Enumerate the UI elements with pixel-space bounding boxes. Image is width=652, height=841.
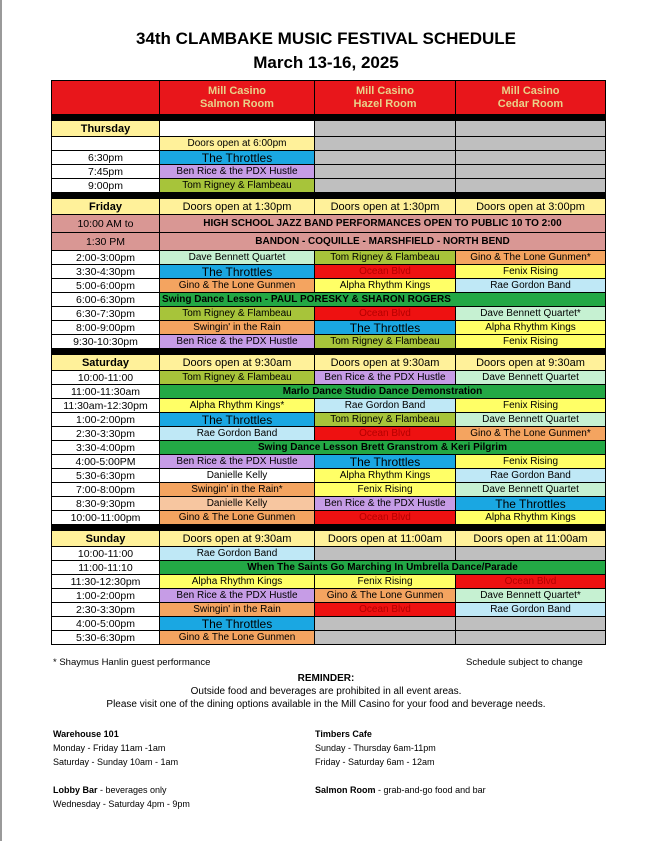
time-cell: 5:30-6:30pm — [52, 631, 160, 645]
empty-slot-cell — [456, 631, 606, 645]
page-title: 34th CLAMBAKE MUSIC FESTIVAL SCHEDULE — [135, 29, 516, 48]
time-cell: 11:00-11:30am — [52, 385, 160, 399]
schedule-row — [52, 547, 606, 561]
dining-name: Warehouse 101 — [53, 729, 119, 739]
schedule-row — [52, 215, 606, 233]
venue-header-line1: Mill Casino — [501, 84, 560, 97]
time-cell: 3:30-4:00pm — [52, 441, 160, 455]
performance-cell: Dave Bennett Quartet* — [456, 307, 606, 321]
time-cell: 11:30am-12:30pm — [52, 399, 160, 413]
event-span-cell: HIGH SCHOOL JAZZ BAND PERFORMANCES OPEN TO PUBLIC 10 TO 2:00 — [160, 215, 606, 233]
venue-header-cedar — [456, 81, 606, 115]
dining-hours: Sunday - Thursday 6am-11pm — [315, 743, 436, 753]
performance-cell: The Throttles — [160, 151, 315, 165]
performance-cell: Ocean Blvd — [315, 603, 456, 617]
dining-lobby — [53, 783, 190, 811]
doors-open-cell: Doors open at 9:30am — [456, 355, 606, 371]
schedule-row — [52, 293, 606, 307]
schedule-row — [52, 307, 606, 321]
empty-slot-cell — [315, 165, 456, 179]
schedule-row — [52, 251, 606, 265]
performance-cell: Ben Rice & the PDX Hustle — [315, 497, 456, 511]
performance-cell: Ocean Blvd — [315, 511, 456, 525]
time-cell: 5:00-6:00pm — [52, 279, 160, 293]
empty-slot-cell — [315, 179, 456, 193]
event-span-cell: Swing Dance Lesson - PAUL PORESKY & SHARON ROGERS — [160, 293, 606, 307]
empty-slot-cell — [456, 137, 606, 151]
time-cell: 6:00-6:30pm — [52, 293, 160, 307]
day-row — [52, 199, 606, 215]
time-cell: 10:00 AM to — [52, 215, 160, 233]
performance-cell: Alpha Rhythm Kings* — [160, 399, 315, 413]
schedule-row — [52, 497, 606, 511]
performance-cell: The Throttles — [456, 497, 606, 511]
performance-cell: Rae Gordon Band — [456, 603, 606, 617]
time-cell: 7:45pm — [52, 165, 160, 179]
schedule-row — [52, 265, 606, 279]
schedule-row — [52, 441, 606, 455]
performance-cell: Gino & The Lone Gunmen* — [456, 427, 606, 441]
performance-cell: Fenix Rising — [456, 265, 606, 279]
empty-slot-cell — [315, 631, 456, 645]
page-edge — [0, 0, 2, 841]
performance-cell: Fenix Rising — [456, 455, 606, 469]
schedule-row — [52, 399, 606, 413]
venue-header-line2: Hazel Room — [353, 97, 417, 110]
footnote-schedule: Schedule subject to change — [466, 657, 583, 668]
empty-slot-cell — [315, 151, 456, 165]
time-cell: 2:30-3:30pm — [52, 603, 160, 617]
time-cell: 6:30-7:30pm — [52, 307, 160, 321]
time-cell: 4:00-5:00pm — [52, 617, 160, 631]
performance-cell: Gino & The Lone Gunmen — [160, 511, 315, 525]
schedule-row — [52, 385, 606, 399]
performance-cell: Dave Bennett Quartet* — [456, 589, 606, 603]
doors-open-cell: Doors open at 3:00pm — [456, 199, 606, 215]
day-empty-cell — [160, 121, 315, 137]
dining-desc: - beverages only — [97, 785, 167, 795]
schedule-row — [52, 603, 606, 617]
performance-cell: Tom Rigney & Flambeau — [315, 251, 456, 265]
schedule-row — [52, 589, 606, 603]
time-cell: 1:00-2:00pm — [52, 413, 160, 427]
performance-cell: Dave Bennett Quartet — [456, 371, 606, 385]
day-row — [52, 121, 606, 137]
empty-slot-cell — [315, 547, 456, 561]
dining-hours: Wednesday - Saturday 4pm - 9pm — [53, 799, 190, 809]
performance-cell: Fenix Rising — [456, 335, 606, 349]
performance-cell: Swingin' in the Rain — [160, 321, 315, 335]
performance-cell: Tom Rigney & Flambeau — [160, 179, 315, 193]
time-cell: 8:30-9:30pm — [52, 497, 160, 511]
schedule-row — [52, 427, 606, 441]
dining-warehouse — [53, 727, 178, 769]
empty-slot-cell — [456, 547, 606, 561]
schedule-row — [52, 335, 606, 349]
header-blank-cell — [52, 81, 160, 115]
doors-open-cell: Doors open at 1:30pm — [160, 199, 315, 215]
schedule-row — [52, 469, 606, 483]
day-label: Sunday — [52, 531, 160, 547]
day-label: Friday — [52, 199, 160, 215]
schedule-row — [52, 371, 606, 385]
schedule-row — [52, 165, 606, 179]
performance-cell: Rae Gordon Band — [160, 547, 315, 561]
venue-header-line2: Salmon Room — [200, 97, 274, 110]
day-row — [52, 531, 606, 547]
performance-cell: Dave Bennett Quartet — [456, 413, 606, 427]
day-label: Saturday — [52, 355, 160, 371]
performance-cell: Ben Rice & the PDX Hustle — [160, 335, 315, 349]
performance-cell: Danielle Kelly — [160, 469, 315, 483]
time-cell: 10:00-11:00pm — [52, 511, 160, 525]
venue-header-row — [52, 81, 606, 115]
time-cell: 5:30-6:30pm — [52, 469, 160, 483]
performance-cell: Swingin' in the Rain* — [160, 483, 315, 497]
reminder-line2: Please visit one of the dining options available in the Mill Casino for your food and beverage needs. — [106, 699, 546, 710]
time-cell: 7:00-8:00pm — [52, 483, 160, 497]
performance-cell: The Throttles — [160, 617, 315, 631]
time-cell: 1:00-2:00pm — [52, 589, 160, 603]
event-span-cell: Swing Dance Lesson Brett Granstrom & Keri Pilgrim — [160, 441, 606, 455]
performance-cell: Ben Rice & the PDX Hustle — [160, 589, 315, 603]
performance-cell: Tom Rigney & Flambeau — [315, 413, 456, 427]
doors-open-cell: Doors open at 11:00am — [456, 531, 606, 547]
page-dates: March 13-16, 2025 — [253, 53, 399, 72]
performance-cell: Rae Gordon Band — [160, 427, 315, 441]
performance-cell: Doors open at 6:00pm — [160, 137, 315, 151]
time-cell: 10:00-11:00 — [52, 371, 160, 385]
venue-header-line2: Cedar Room — [497, 97, 564, 110]
performance-cell: The Throttles — [160, 413, 315, 427]
performance-cell: Ocean Blvd — [315, 427, 456, 441]
schedule-row — [52, 631, 606, 645]
empty-slot-cell — [456, 165, 606, 179]
performance-cell: Alpha Rhythm Kings — [456, 321, 606, 335]
performance-cell: Fenix Rising — [315, 575, 456, 589]
dining-name: Salmon Room — [315, 785, 376, 795]
time-cell: 8:00-9:00pm — [52, 321, 160, 335]
schedule-row — [52, 233, 606, 251]
performance-cell: Ocean Blvd — [456, 575, 606, 589]
time-cell: 3:30-4:30pm — [52, 265, 160, 279]
time-cell — [52, 137, 160, 151]
empty-slot-cell — [456, 179, 606, 193]
empty-slot-cell — [315, 137, 456, 151]
event-span-cell: BANDON - COQUILLE - MARSHFIELD - NORTH BEND — [160, 233, 606, 251]
dining-hours: Saturday - Sunday 10am - 1am — [53, 757, 179, 767]
doors-open-cell: Doors open at 1:30pm — [315, 199, 456, 215]
performance-cell: Alpha Rhythm Kings — [315, 469, 456, 483]
dining-salmon — [315, 783, 486, 797]
time-cell: 10:00-11:00 — [52, 547, 160, 561]
venue-header-line1: Mill Casino — [207, 84, 267, 97]
performance-cell: Rae Gordon Band — [456, 279, 606, 293]
time-cell: 9:30-10:30pm — [52, 335, 160, 349]
doors-open-cell: Doors open at 9:30am — [315, 355, 456, 371]
performance-cell: Ben Rice & the PDX Hustle — [160, 165, 315, 179]
time-cell: 11:00-11:10 — [52, 561, 160, 575]
performance-cell: Fenix Rising — [315, 483, 456, 497]
dining-name: Timbers Cafe — [315, 729, 372, 739]
performance-cell: Gino & The Lone Gunmen* — [456, 251, 606, 265]
dining-timbers — [315, 727, 436, 769]
schedule-row — [52, 617, 606, 631]
performance-cell: Danielle Kelly — [160, 497, 315, 511]
performance-cell: Dave Bennett Quartet — [160, 251, 315, 265]
day-row — [52, 355, 606, 371]
schedule-row — [52, 279, 606, 293]
venue-header-line1: Mill Casino — [355, 84, 415, 97]
performance-cell: Dave Bennett Quartet — [456, 483, 606, 497]
performance-cell: Ben Rice & the PDX Hustle — [315, 371, 456, 385]
time-cell: 1:30 PM — [52, 233, 160, 251]
performance-cell: Tom Rigney & Flambeau — [160, 307, 315, 321]
schedule-row — [52, 483, 606, 497]
schedule-table — [51, 80, 606, 645]
reminder-heading: REMINDER: — [297, 673, 355, 684]
performance-cell: Gino & The Lone Gunmen — [315, 589, 456, 603]
event-span-cell: Marlo Dance Studio Dance Demonstration — [160, 385, 606, 399]
event-span-cell: When The Saints Go Marching In Umbrella Dance/Parade — [160, 561, 606, 575]
day-empty-cell — [456, 121, 606, 137]
time-cell: 2:30-3:30pm — [52, 427, 160, 441]
performance-cell: Fenix Rising — [456, 399, 606, 413]
performance-cell: Gino & The Lone Gunmen — [160, 631, 315, 645]
performance-cell: Rae Gordon Band — [315, 399, 456, 413]
venue-header-hazel — [315, 81, 456, 115]
schedule-row — [52, 321, 606, 335]
day-label: Thursday — [52, 121, 160, 137]
schedule-row — [52, 137, 606, 151]
performance-cell: The Throttles — [160, 265, 315, 279]
performance-cell: Rae Gordon Band — [456, 469, 606, 483]
time-cell: 11:30-12:30pm — [52, 575, 160, 589]
empty-slot-cell — [456, 151, 606, 165]
schedule-row — [52, 575, 606, 589]
dining-hours: Friday - Saturday 6am - 12am — [315, 757, 435, 767]
doors-open-cell: Doors open at 9:30am — [160, 531, 315, 547]
doors-open-cell: Doors open at 11:00am — [315, 531, 456, 547]
schedule-row — [52, 455, 606, 469]
dining-hours: Monday - Friday 11am -1am — [53, 743, 166, 753]
performance-cell: Alpha Rhythm Kings — [456, 511, 606, 525]
empty-slot-cell — [456, 617, 606, 631]
empty-slot-cell — [315, 617, 456, 631]
performance-cell: Swingin' in the Rain — [160, 603, 315, 617]
schedule-row — [52, 413, 606, 427]
day-empty-cell — [315, 121, 456, 137]
doors-open-cell: Doors open at 9:30am — [160, 355, 315, 371]
schedule-row — [52, 151, 606, 165]
performance-cell: Tom Rigney & Flambeau — [315, 335, 456, 349]
performance-cell: Alpha Rhythm Kings — [315, 279, 456, 293]
performance-cell: Ocean Blvd — [315, 265, 456, 279]
performance-cell: The Throttles — [315, 455, 456, 469]
time-cell: 2:00-3:00pm — [52, 251, 160, 265]
reminder-line1: Outside food and beverages are prohibited in all event areas. — [190, 686, 462, 697]
performance-cell: The Throttles — [315, 321, 456, 335]
performance-cell: Tom Rigney & Flambeau — [160, 371, 315, 385]
time-cell: 4:00-5:00PM — [52, 455, 160, 469]
schedule-row — [52, 179, 606, 193]
time-cell: 9:00pm — [52, 179, 160, 193]
venue-header-salmon — [160, 81, 315, 115]
performance-cell: Ben Rice & the PDX Hustle — [160, 455, 315, 469]
performance-cell: Ocean Blvd — [315, 307, 456, 321]
performance-cell: Gino & The Lone Gunmen — [160, 279, 315, 293]
footnote-guest: * Shaymus Hanlin guest performance — [53, 657, 211, 668]
time-cell: 6:30pm — [52, 151, 160, 165]
dining-desc: - grab-and-go food and bar — [375, 785, 486, 795]
performance-cell: Alpha Rhythm Kings — [160, 575, 315, 589]
schedule-row — [52, 561, 606, 575]
dining-name: Lobby Bar — [53, 785, 98, 795]
schedule-row — [52, 511, 606, 525]
